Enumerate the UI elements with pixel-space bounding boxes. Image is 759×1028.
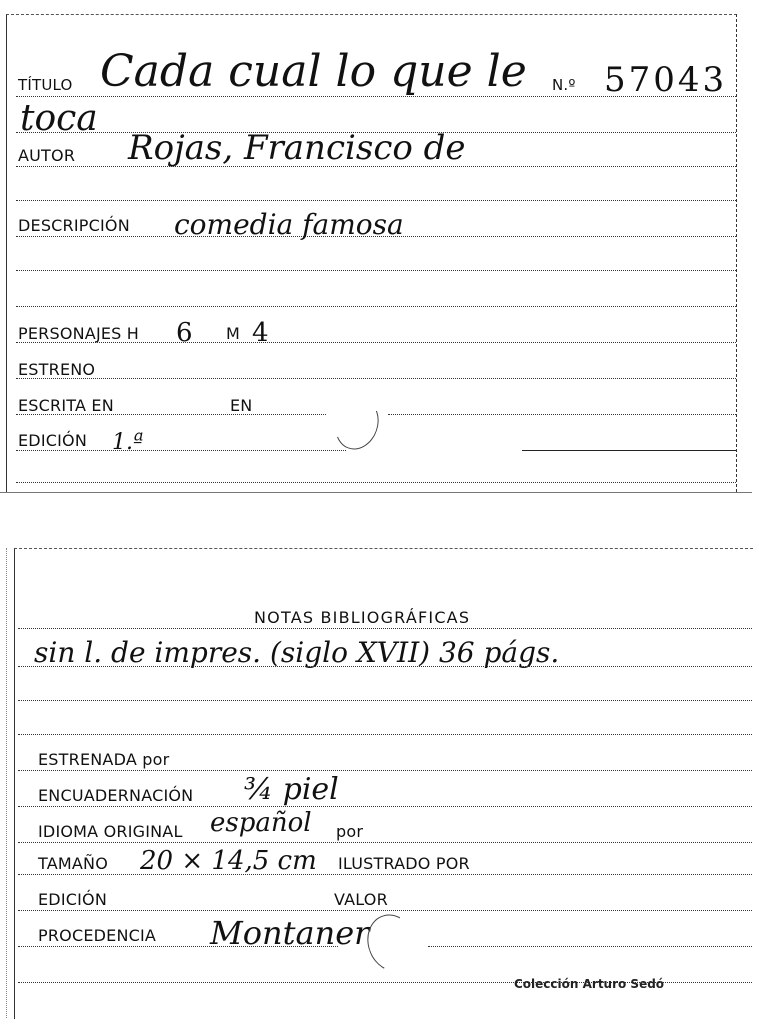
descripcion-label: DESCRIPCIÓN	[18, 216, 130, 235]
personajes-m-value: 4	[252, 318, 269, 348]
rule-notas-4	[18, 734, 752, 735]
rule-escrita-2	[388, 414, 736, 415]
procedencia-value: Montaner	[210, 914, 370, 952]
coleccion-label: Colección Arturo Sedó	[514, 977, 665, 991]
autor-value: Rojas, Francisco de	[128, 128, 466, 168]
card-bottom-left-edge	[6, 548, 7, 1018]
idioma-value: español	[210, 808, 312, 838]
numero-label: N.º	[552, 76, 576, 94]
escrita-label: ESCRITA EN	[18, 396, 114, 415]
personajes-label: PERSONAJES H	[18, 324, 140, 343]
rule-procedencia-2	[428, 946, 752, 947]
autor-label: AUTOR	[18, 146, 76, 165]
rule-estreno	[16, 378, 736, 379]
rule-notas-2	[18, 666, 752, 667]
edicion2-label: EDICIÓN	[38, 890, 108, 909]
rule-tamano	[18, 874, 752, 875]
rule-bottom	[16, 482, 736, 483]
valor-label: VALOR	[334, 890, 388, 909]
rule-blank-1	[16, 200, 736, 201]
procedencia-label: PROCEDENCIA	[38, 926, 157, 945]
edicion-label: EDICIÓN	[18, 431, 88, 450]
card-top-right-edge	[736, 14, 737, 492]
titulo-value-cont: toca	[20, 98, 98, 139]
encuadernacion-label: ENCUADERNACIÓN	[38, 786, 194, 805]
notas-value: sin l. de impres. (siglo XVII) 36 págs.	[34, 636, 560, 669]
ilustrado-label: ILUSTRADO POR	[338, 854, 470, 873]
tamano-value: 20 × 14,5 cm	[140, 846, 317, 876]
rule-notas-1	[18, 628, 752, 629]
rule-encuadernacion	[18, 806, 752, 807]
rule-edicion-solid	[522, 450, 736, 451]
rule-blank-3	[16, 306, 736, 307]
tamano-label: TAMAÑO	[38, 854, 108, 873]
m-label: M	[226, 324, 241, 343]
descripcion-value: comedia famosa	[174, 208, 404, 241]
titulo-label: TÍTULO	[18, 76, 73, 94]
por-label: por	[336, 822, 364, 841]
card-top-bottom-edge	[0, 492, 752, 493]
numero-value: 57043	[604, 60, 728, 100]
rule-edicion2	[18, 910, 752, 911]
edicion-value: 1.ª	[112, 430, 144, 455]
idioma-label: IDIOMA ORIGINAL	[38, 822, 183, 841]
estrenada-label: ESTRENADA por	[38, 750, 170, 769]
titulo-value: Cada cual lo que le	[100, 46, 527, 97]
rule-idioma	[18, 842, 752, 843]
rule-edicion	[16, 450, 346, 451]
notas-heading: NOTAS BIBLIOGRÁFICAS	[254, 608, 471, 627]
rule-estrenada	[18, 770, 752, 771]
rule-notas-3	[18, 700, 752, 701]
estreno-label: ESTRENO	[18, 360, 96, 379]
encuadernacion-value: ¾ piel	[244, 772, 339, 807]
rule-blank-2	[16, 270, 736, 271]
en-label: EN	[230, 396, 253, 415]
personajes-h-value: 6	[176, 318, 193, 348]
